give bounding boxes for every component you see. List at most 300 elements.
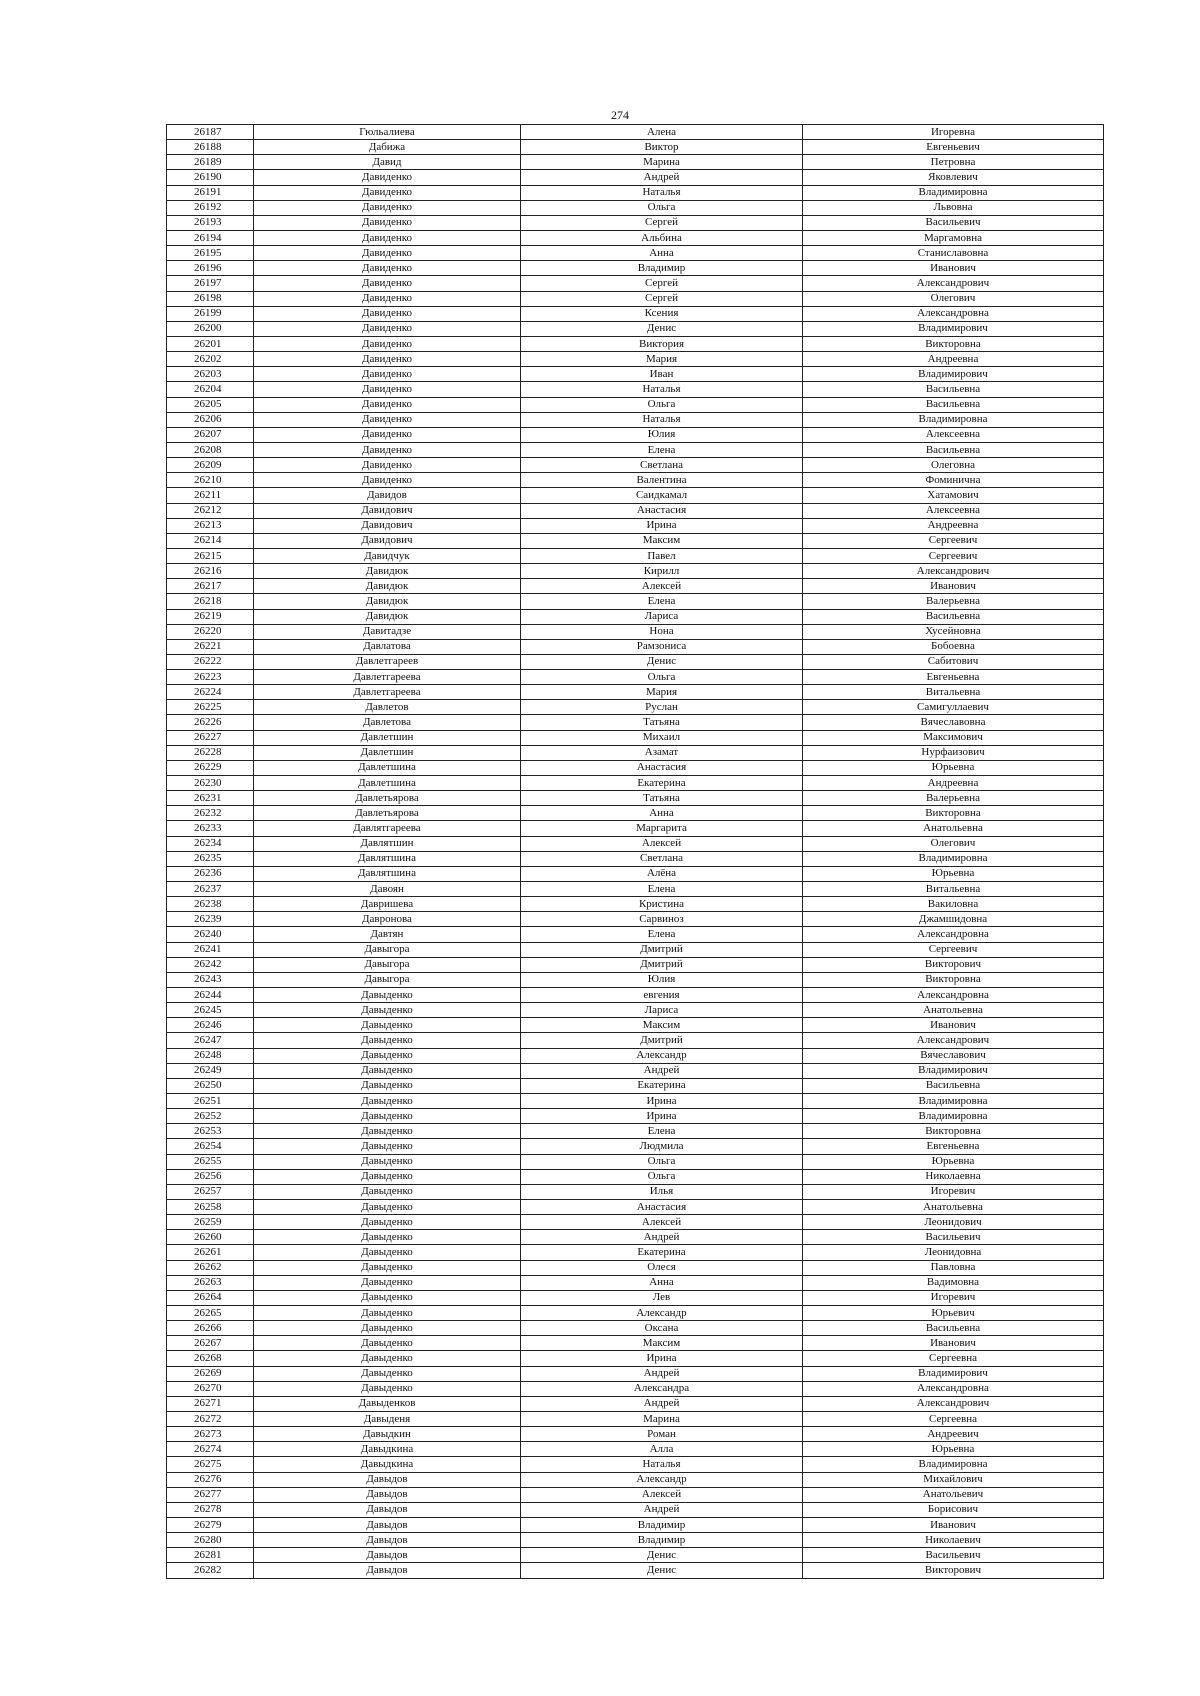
record-number-cell: 26251 [167,1094,254,1109]
table-row [167,1517,1104,1532]
record-number-cell: 26282 [167,1563,254,1578]
table-row [167,882,1104,897]
last-name-cell: Давиденко [254,200,521,215]
record-number-cell: 26248 [167,1048,254,1063]
patronymic-cell: Владимирович [803,1063,1104,1078]
record-number-cell: 26206 [167,412,254,427]
first-name-cell: Анастасия [521,503,803,518]
table-row [167,367,1104,382]
last-name-cell: Давлятшина [254,851,521,866]
first-name-cell: Денис [521,1563,803,1578]
patronymic-cell: Игоревич [803,1290,1104,1305]
table-row [167,639,1104,654]
first-name-cell: Людмила [521,1139,803,1154]
patronymic-cell: Юрьевна [803,866,1104,881]
first-name-cell: Максим [521,533,803,548]
first-name-cell: Анна [521,806,803,821]
table-row [167,1472,1104,1487]
table-row [167,473,1104,488]
table-row [167,291,1104,306]
record-number-cell: 26205 [167,397,254,412]
record-number-cell: 26243 [167,972,254,987]
patronymic-cell: Александровна [803,927,1104,942]
first-name-cell: Олеся [521,1260,803,1275]
last-name-cell: Давиденко [254,473,521,488]
first-name-cell: Елена [521,882,803,897]
last-name-cell: Давыденко [254,1366,521,1381]
last-name-cell: Давиденко [254,442,521,457]
last-name-cell: Давыденко [254,1351,521,1366]
record-number-cell: 26228 [167,745,254,760]
last-name-cell: Давыдов [254,1517,521,1532]
record-number-cell: 26260 [167,1230,254,1245]
first-name-cell: Марина [521,1411,803,1426]
patronymic-cell: Викторович [803,957,1104,972]
record-number-cell: 26232 [167,806,254,821]
table-row [167,1290,1104,1305]
record-number-cell: 26268 [167,1351,254,1366]
last-name-cell: Давидович [254,503,521,518]
last-name-cell: Давлетьярова [254,806,521,821]
first-name-cell: Владимир [521,1533,803,1548]
last-name-cell: Давиденко [254,382,521,397]
patronymic-cell: Сергеевна [803,1351,1104,1366]
patronymic-cell: Петровна [803,155,1104,170]
first-name-cell: Екатерина [521,776,803,791]
record-number-cell: 26261 [167,1245,254,1260]
last-name-cell: Давиденко [254,367,521,382]
first-name-cell: Ирина [521,1109,803,1124]
last-name-cell: Давыденко [254,1381,521,1396]
patronymic-cell: Вячеславович [803,1048,1104,1063]
table-row [167,624,1104,639]
patronymic-cell: Юрьевна [803,1442,1104,1457]
table-row [167,866,1104,881]
patronymic-cell: Владимирович [803,1366,1104,1381]
table-row [167,685,1104,700]
record-number-cell: 26212 [167,503,254,518]
record-number-cell: 26254 [167,1139,254,1154]
first-name-cell: Ольга [521,397,803,412]
patronymic-cell: Васильевна [803,1321,1104,1336]
patronymic-cell: Хусейновна [803,624,1104,639]
patronymic-cell: Яковлевич [803,170,1104,185]
first-name-cell: Елена [521,1124,803,1139]
record-number-cell: 26245 [167,1003,254,1018]
record-number-cell: 26244 [167,988,254,1003]
record-number-cell: 26252 [167,1109,254,1124]
first-name-cell: Ольга [521,1154,803,1169]
table-row [167,1094,1104,1109]
patronymic-cell: Джамшидовна [803,912,1104,927]
patronymic-cell: Иванович [803,1336,1104,1351]
patronymic-cell: Фоминична [803,473,1104,488]
table-row [167,957,1104,972]
record-number-cell: 26220 [167,624,254,639]
last-name-cell: Давиденко [254,215,521,230]
patronymic-cell: Анатольевич [803,1487,1104,1502]
last-name-cell: Давыденко [254,1230,521,1245]
last-name-cell: Давлятшина [254,866,521,881]
first-name-cell: евгения [521,988,803,1003]
last-name-cell: Давыденко [254,1063,521,1078]
first-name-cell: Анна [521,1275,803,1290]
first-name-cell: Александр [521,1048,803,1063]
first-name-cell: Ирина [521,1351,803,1366]
last-name-cell: Давиденко [254,230,521,245]
table-row [167,1230,1104,1245]
table-row [167,155,1104,170]
last-name-cell: Давлетгареева [254,685,521,700]
first-name-cell: Анна [521,246,803,261]
table-row [167,1199,1104,1214]
record-number-cell: 26234 [167,836,254,851]
last-name-cell: Давиденко [254,458,521,473]
last-name-cell: Давидович [254,533,521,548]
first-name-cell: Ксения [521,306,803,321]
first-name-cell: Светлана [521,458,803,473]
record-number-cell: 26194 [167,230,254,245]
table-row [167,321,1104,336]
table-row [167,1048,1104,1063]
last-name-cell: Давыденко [254,1275,521,1290]
last-name-cell: Давидюк [254,594,521,609]
first-name-cell: Наталья [521,382,803,397]
record-number-cell: 26224 [167,685,254,700]
patronymic-cell: Александрович [803,1033,1104,1048]
last-name-cell: Давидюк [254,579,521,594]
last-name-cell: Давыденко [254,1199,521,1214]
first-name-cell: Мария [521,352,803,367]
table-row [167,988,1104,1003]
last-name-cell: Давлятшин [254,836,521,851]
table-row [167,851,1104,866]
last-name-cell: Давыденко [254,1048,521,1063]
record-number-cell: 26272 [167,1411,254,1426]
table-row [167,533,1104,548]
patronymic-cell: Владимировна [803,412,1104,427]
record-number-cell: 26266 [167,1321,254,1336]
last-name-cell: Давыденко [254,1336,521,1351]
record-number-cell: 26238 [167,897,254,912]
patronymic-cell: Сергеевич [803,548,1104,563]
table-row [167,1078,1104,1093]
record-number-cell: 26263 [167,1275,254,1290]
table-row [167,942,1104,957]
patronymic-cell: Андреевна [803,352,1104,367]
last-name-cell: Давыденко [254,1033,521,1048]
last-name-cell: Давиденко [254,276,521,291]
table-row [167,170,1104,185]
first-name-cell: Ольга [521,200,803,215]
patronymic-cell: Васильевна [803,397,1104,412]
table-row [167,1351,1104,1366]
first-name-cell: Андрей [521,1502,803,1517]
record-number-cell: 26207 [167,427,254,442]
first-name-cell: Андрей [521,170,803,185]
first-name-cell: Денис [521,321,803,336]
last-name-cell: Давиденко [254,261,521,276]
record-number-cell: 26231 [167,791,254,806]
last-name-cell: Давыдов [254,1487,521,1502]
record-number-cell: 26198 [167,291,254,306]
table-row [167,806,1104,821]
patronymic-cell: Александровна [803,1381,1104,1396]
record-number-cell: 26249 [167,1063,254,1078]
table-row [167,125,1104,140]
patronymic-cell: Евгеньевна [803,1139,1104,1154]
record-number-cell: 26233 [167,821,254,836]
last-name-cell: Давыдов [254,1563,521,1578]
record-number-cell: 26265 [167,1305,254,1320]
first-name-cell: Иван [521,367,803,382]
record-number-cell: 26222 [167,654,254,669]
last-name-cell: Давиденко [254,427,521,442]
patronymic-cell: Викторович [803,1563,1104,1578]
patronymic-cell: Андреевна [803,776,1104,791]
last-name-cell: Давыдкина [254,1442,521,1457]
record-number-cell: 26190 [167,170,254,185]
table-row [167,564,1104,579]
record-number-cell: 26269 [167,1366,254,1381]
table-row [167,1033,1104,1048]
last-name-cell: Давыгора [254,942,521,957]
record-number-cell: 26204 [167,382,254,397]
table-row [167,246,1104,261]
table-row [167,1563,1104,1578]
last-name-cell: Давлетов [254,700,521,715]
table-row [167,594,1104,609]
patronymic-cell: Валерьевна [803,594,1104,609]
table-row [167,700,1104,715]
table-row [167,1442,1104,1457]
first-name-cell: Александр [521,1305,803,1320]
last-name-cell: Давыденков [254,1396,521,1411]
record-number-cell: 26192 [167,200,254,215]
patronymic-cell: Александрович [803,1396,1104,1411]
record-number-cell: 26279 [167,1517,254,1532]
first-name-cell: Виктория [521,336,803,351]
record-number-cell: 26256 [167,1169,254,1184]
patronymic-cell: Витальевна [803,882,1104,897]
record-number-cell: 26200 [167,321,254,336]
table-row [167,518,1104,533]
patronymic-cell: Александрович [803,276,1104,291]
table-row [167,1154,1104,1169]
last-name-cell: Давтян [254,927,521,942]
record-number-cell: 26193 [167,215,254,230]
table-row [167,1260,1104,1275]
record-number-cell: 26267 [167,1336,254,1351]
first-name-cell: Оксана [521,1321,803,1336]
table-row [167,230,1104,245]
patronymic-cell: Станиславовна [803,246,1104,261]
record-number-cell: 26202 [167,352,254,367]
record-number-cell: 26247 [167,1033,254,1048]
record-number-cell: 26276 [167,1472,254,1487]
table-row [167,548,1104,563]
record-number-cell: 26262 [167,1260,254,1275]
first-name-cell: Анастасия [521,760,803,775]
first-name-cell: Кристина [521,897,803,912]
first-name-cell: Елена [521,594,803,609]
last-name-cell: Давлетгареев [254,654,521,669]
table-row [167,1109,1104,1124]
last-name-cell: Давыдкина [254,1457,521,1472]
first-name-cell: Алена [521,125,803,140]
last-name-cell: Давид [254,155,521,170]
table-row [167,382,1104,397]
table-row [167,1063,1104,1078]
table-row [167,1502,1104,1517]
patronymic-cell: Викторовна [803,806,1104,821]
patronymic-cell: Васильевна [803,382,1104,397]
record-number-cell: 26188 [167,140,254,155]
table-row [167,336,1104,351]
patronymic-cell: Владимирович [803,321,1104,336]
first-name-cell: Андрей [521,1230,803,1245]
last-name-cell: Давыдкин [254,1427,521,1442]
record-number-cell: 26199 [167,306,254,321]
record-number-cell: 26239 [167,912,254,927]
table-row [167,1366,1104,1381]
patronymic-cell: Иванович [803,579,1104,594]
first-name-cell: Альбина [521,230,803,245]
record-number-cell: 26223 [167,670,254,685]
last-name-cell: Давыденко [254,1290,521,1305]
patronymic-cell: Александровна [803,306,1104,321]
first-name-cell: Ирина [521,1094,803,1109]
last-name-cell: Давыденко [254,1139,521,1154]
last-name-cell: Давлетгареева [254,670,521,685]
record-number-cell: 26210 [167,473,254,488]
first-name-cell: Дмитрий [521,942,803,957]
table-row [167,1169,1104,1184]
last-name-cell: Давиденко [254,246,521,261]
first-name-cell: Лев [521,1290,803,1305]
first-name-cell: Наталья [521,185,803,200]
first-name-cell: Наталья [521,1457,803,1472]
patronymic-cell: Валерьевна [803,791,1104,806]
record-number-cell: 26189 [167,155,254,170]
patronymic-cell: Леонидович [803,1215,1104,1230]
patronymic-cell: Васильевна [803,1078,1104,1093]
table-row [167,927,1104,942]
patronymic-cell: Васильевич [803,215,1104,230]
table-row [167,1321,1104,1336]
first-name-cell: Елена [521,927,803,942]
last-name-cell: Давлатова [254,639,521,654]
patronymic-cell: Витальевна [803,685,1104,700]
table-row [167,776,1104,791]
register-body [167,125,1104,1579]
last-name-cell: Давлетшина [254,776,521,791]
record-number-cell: 26259 [167,1215,254,1230]
patronymic-cell: Васильевич [803,1230,1104,1245]
table-row [167,352,1104,367]
record-number-cell: 26281 [167,1548,254,1563]
last-name-cell: Давыденко [254,988,521,1003]
first-name-cell: Александр [521,1472,803,1487]
first-name-cell: Сарвиноз [521,912,803,927]
table-row [167,609,1104,624]
patronymic-cell: Викторовна [803,336,1104,351]
first-name-cell: Татьяна [521,715,803,730]
record-number-cell: 26258 [167,1199,254,1214]
first-name-cell: Екатерина [521,1245,803,1260]
patronymic-cell: Викторовна [803,972,1104,987]
last-name-cell: Давлетшин [254,745,521,760]
last-name-cell: Давлетова [254,715,521,730]
last-name-cell: Давыденко [254,1154,521,1169]
last-name-cell: Давлетьярова [254,791,521,806]
first-name-cell: Дмитрий [521,957,803,972]
patronymic-cell: Бобоевна [803,639,1104,654]
record-number-cell: 26195 [167,246,254,261]
last-name-cell: Давыденко [254,1260,521,1275]
table-row [167,821,1104,836]
last-name-cell: Давыденко [254,1305,521,1320]
record-number-cell: 26235 [167,851,254,866]
table-row [167,397,1104,412]
table-row [167,306,1104,321]
last-name-cell: Давлятгареева [254,821,521,836]
patronymic-cell: Васильевич [803,1548,1104,1563]
record-number-cell: 26218 [167,594,254,609]
table-row [167,1305,1104,1320]
first-name-cell: Рамзониса [521,639,803,654]
first-name-cell: Екатерина [521,1078,803,1093]
table-row [167,458,1104,473]
first-name-cell: Елена [521,442,803,457]
patronymic-cell: Олегович [803,291,1104,306]
first-name-cell: Марина [521,155,803,170]
patronymic-cell: Алексеевна [803,427,1104,442]
record-number-cell: 26203 [167,367,254,382]
patronymic-cell: Львовна [803,200,1104,215]
patronymic-cell: Олегович [803,836,1104,851]
patronymic-cell: Владимировна [803,1094,1104,1109]
first-name-cell: Ольга [521,670,803,685]
patronymic-cell: Владимировна [803,851,1104,866]
patronymic-cell: Алексеевна [803,503,1104,518]
first-name-cell: Мария [521,685,803,700]
last-name-cell: Давоян [254,882,521,897]
first-name-cell: Андрей [521,1396,803,1411]
patronymic-cell: Сергеевич [803,533,1104,548]
first-name-cell: Юлия [521,972,803,987]
record-number-cell: 26246 [167,1018,254,1033]
patronymic-cell: Максимович [803,730,1104,745]
patronymic-cell: Евгеньевич [803,140,1104,155]
last-name-cell: Давыденко [254,1078,521,1093]
first-name-cell: Владимир [521,1517,803,1532]
patronymic-cell: Евгеньевна [803,670,1104,685]
last-name-cell: Давиденко [254,291,521,306]
patronymic-cell: Сергеевич [803,942,1104,957]
last-name-cell: Давидович [254,518,521,533]
table-row [167,1396,1104,1411]
record-number-cell: 26273 [167,1427,254,1442]
last-name-cell: Давыденко [254,1169,521,1184]
patronymic-cell: Васильевна [803,442,1104,457]
last-name-cell: Дабижа [254,140,521,155]
last-name-cell: Давиденко [254,412,521,427]
record-number-cell: 26219 [167,609,254,624]
record-number-cell: 26208 [167,442,254,457]
record-number-cell: 26264 [167,1290,254,1305]
table-row [167,745,1104,760]
